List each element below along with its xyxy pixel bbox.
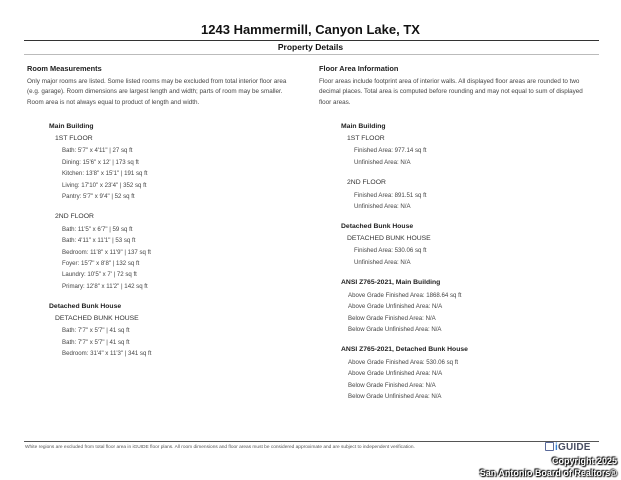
floor-name: 1ST FLOOR (55, 134, 93, 142)
room-item: Bath: 7'7" x 5'7" | 41 sq ft (62, 338, 130, 346)
intro-line: Only major rooms are listed. Some listed rooms may be excluded from total interior floor area (27, 77, 287, 85)
area-item: Unfinished Area: N/A (354, 203, 411, 210)
area-main-building (319, 122, 603, 212)
subtitle-divider (24, 54, 599, 55)
building-name: Main Building (341, 123, 386, 131)
room-item: Bedroom: 11'8" x 11'9" | 137 sq ft (62, 248, 151, 256)
room-item: Laundry: 10'5" x 7' | 72 sq ft (62, 271, 137, 279)
building-name: Main Building (49, 123, 94, 131)
intro-line: decimal places. Total area is computed before rounding and may not equal to sum of displayed (319, 88, 583, 96)
area-item: Finished Area: 977.14 sq ft (354, 147, 427, 155)
room-item: Bath: 7'7" x 5'7" | 41 sq ft (62, 327, 130, 335)
room-item: Kitchen: 13'8" x 15'1" | 191 sq ft (62, 170, 148, 178)
intro-line: (e.g. garage). Room dimensions are largest length and width; parts of room may be smaller. (27, 88, 283, 96)
title-divider (24, 40, 599, 41)
area-item: Finished Area: 530.06 sq ft (354, 247, 427, 255)
copyright-watermark: Copyright 2025 (551, 456, 617, 466)
room-item: Dining: 15'6" x 12' | 173 sq ft (62, 158, 139, 166)
room-item: Pantry: 5'7" x 9'4" | 52 sq ft (62, 192, 135, 200)
room-measurements-intro (27, 77, 307, 109)
floor-area-heading: Floor Area Information (319, 64, 399, 73)
ansi-item: Above Grade Unfinished Area: N/A (348, 303, 443, 311)
intro-line: floor areas. (319, 98, 351, 106)
floor-name: DETACHED BUNK HOUSE (347, 234, 431, 242)
ansi-item: Above Grade Unfinished Area: N/A (348, 370, 443, 378)
ansi-item: Below Grade Finished Area: N/A (348, 314, 436, 322)
room-item: Bedroom: 31'4" x 11'3" | 341 sq ft (62, 350, 152, 358)
ansi-name: ANSI Z765-2021, Main Building (341, 279, 441, 287)
room-item: Foyer: 15'7" x 8'8" | 132 sq ft (62, 260, 140, 268)
footer-note: White regions are excluded from total floor area in iGUIDE floor plans. All room dimensions and floor areas must be considered approximate and are subject to independent verification. (25, 445, 415, 450)
area-item: Unfinished Area: N/A (354, 158, 411, 166)
ansi-bunk-house (319, 345, 603, 402)
room-item: Primary: 12'8" x 11'2" | 142 sq ft (62, 282, 148, 290)
ansi-item: Below Grade Finished Area: N/A (348, 381, 436, 389)
room-item: Living: 17'10" x 23'4" | 352 sq ft (62, 181, 147, 189)
area-item: Finished Area: 891.51 sq ft (354, 191, 427, 199)
iguide-logo (545, 442, 591, 453)
floor-name: DETACHED BUNK HOUSE (55, 314, 139, 322)
floor-name: 1ST FLOOR (347, 134, 385, 142)
iguide-logo-icon (545, 442, 554, 451)
floor-area-column (319, 64, 603, 402)
floor-name: 2ND FLOOR (347, 179, 386, 187)
ansi-item: Above Grade Finished Area: 1868.64 sq ft (348, 291, 462, 299)
room-measurements-heading: Room Measurements (27, 64, 102, 73)
intro-line: Floor areas include footprint area of interior walls. All displayed floor areas are rounded to two (319, 77, 580, 85)
logo-prefix: i (555, 442, 558, 453)
copyright-owner-watermark: San Antonio Board of Realtors® (479, 468, 617, 478)
room-measurements-column (27, 64, 307, 359)
ansi-name: ANSI Z765-2021, Detached Bunk House (341, 346, 468, 354)
page-title: 1243 Hammermill, Canyon Lake, TX (201, 22, 420, 37)
section-subtitle: Property Details (277, 42, 344, 52)
footer-divider (24, 441, 599, 442)
intro-line: Room area is not always equal to product of length and width. (27, 98, 200, 106)
floor-name: 2ND FLOOR (55, 213, 94, 221)
logo-suffix: GUIDE (557, 442, 591, 453)
building-name: Detached Bunk House (49, 303, 122, 311)
ansi-main-building (319, 278, 603, 335)
room-item: Bath: 11'5" x 6'7" | 59 sq ft (62, 225, 133, 233)
building-name: Detached Bunk House (341, 223, 414, 231)
building-main (27, 122, 307, 292)
ansi-item: Below Grade Unfinished Area: N/A (348, 325, 442, 333)
ansi-item: Below Grade Unfinished Area: N/A (348, 393, 442, 401)
area-item: Unfinished Area: N/A (354, 258, 411, 266)
floor-area-intro (319, 77, 603, 109)
room-item: Bath: 5'7" x 4'11" | 27 sq ft (62, 147, 133, 155)
building-bunk-house (27, 302, 307, 359)
room-item: Bath: 4'11" x 11'1" | 53 sq ft (62, 237, 136, 245)
area-bunk-house (319, 222, 603, 268)
ansi-item: Above Grade Finished Area: 530.06 sq ft (348, 358, 459, 366)
